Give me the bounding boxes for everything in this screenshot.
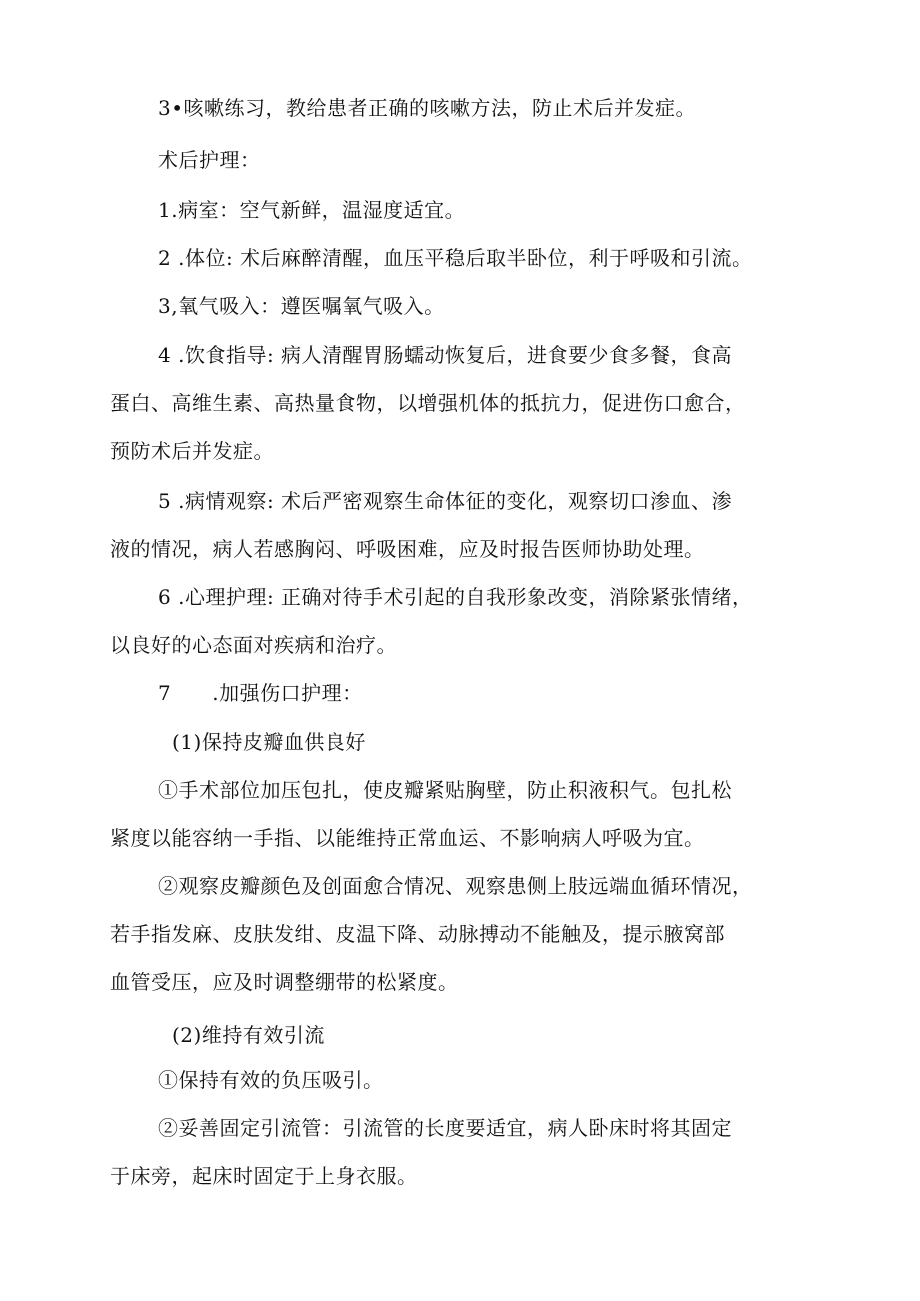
item-ward: 1.病室：空气新鲜，温湿度适宜。 — [158, 198, 466, 222]
item-observation-line-1: 5 .病情观察: 术后严密观察生命体征的变化，观察切口渗血、渗 — [158, 489, 733, 513]
point-2-line-1: ②观察皮瓣颜色及创面愈合情况、观察患侧上肢远端血循环情况， — [158, 874, 753, 898]
section-heading-postop-care: 术后护理： — [158, 148, 261, 172]
point-1-line-1: ①手术部位加压包扎，使皮瓣紧贴胸壁，防止积液积气。包扎松 — [158, 778, 732, 802]
drainage-point-2-line-2: 于床旁，起床时固定于上身衣服。 — [110, 1164, 418, 1188]
item-psych-line-1: 6 .心理护理: 正确对待手术引起的自我形象改变，消除紧张情绪， — [158, 585, 753, 609]
point-2-line-2: 若手指发麻、皮肤发绀、皮温下降、动脉搏动不能触及，提示腋窝部 — [110, 922, 725, 946]
drainage-point-1: ①保持有效的负压吸引。 — [158, 1068, 384, 1092]
point-1-line-2: 紧度以能容纳一手指、以能维持正常血运、不影响病人呼吸为宜。 — [110, 826, 705, 850]
item-oxygen: 3,氧气吸入：遵医嘱氧气吸入。 — [158, 294, 445, 318]
paragraph-cough-exercise: 3•咳嗽练习，教给患者正确的咳嗽方法，防止术后并发症。 — [158, 96, 697, 120]
item-diet-line-2: 蛋白、高维生素、高热量食物，以增强机体的抵抗力，促进伤口愈合， — [110, 391, 746, 415]
item-psych-line-2: 以良好的心态面对疾病和治疗。 — [110, 633, 397, 657]
point-2-line-3: 血管受压，应及时调整绷带的松紧度。 — [110, 970, 459, 994]
subheading-skin-flap: (1)保持皮瓣血供良好 — [172, 730, 366, 754]
item-position: 2 .体位: 术后麻醉清醒，血压平稳后取半卧位，利于呼吸和引流。 — [158, 246, 753, 270]
item-diet-line-1: 4 .饮食指导: 病人清醒胃肠蠕动恢复后，进食要少食多餐，食高 — [158, 343, 733, 367]
item-diet-line-3: 预防术后并发症。 — [110, 439, 274, 463]
item-wound-care: 7 .加强伤口护理： — [158, 681, 363, 705]
item-observation-line-2: 液的情况，病人若感胸闷、呼吸困难，应及时报告医师协助处理。 — [110, 537, 705, 561]
subheading-drainage: (2)维持有效引流 — [172, 1023, 325, 1047]
drainage-point-2-line-1: ②妥善固定引流管：引流管的长度要适宜，病人卧床时将其固定 — [158, 1116, 732, 1140]
